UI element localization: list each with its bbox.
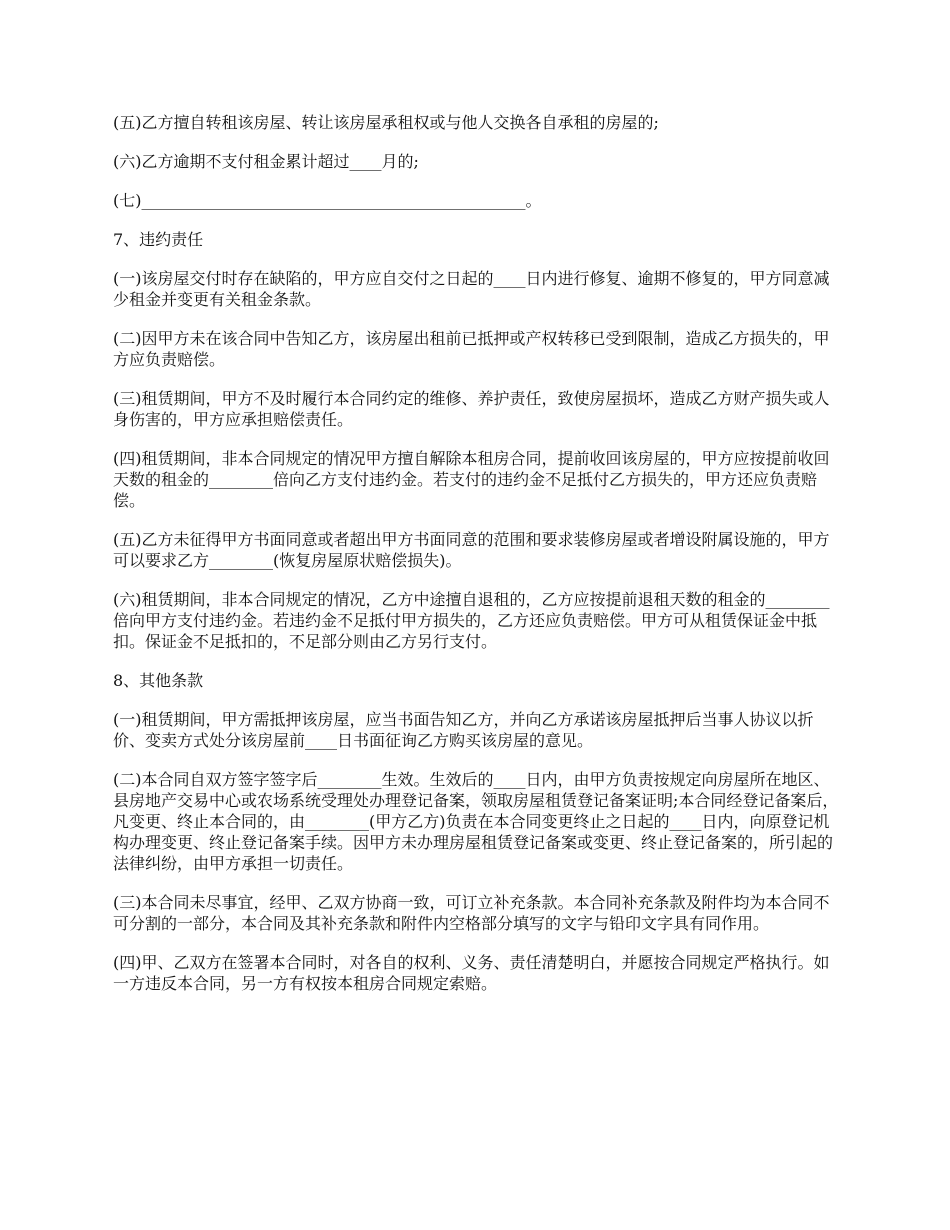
- breach-clause-6: (六)租赁期间，非本合同规定的情况，乙方中途擅自退租的，乙方应按提前退租天数的租金的________倍向甲方支付违约金。若违约金不足抵付甲方损失的，乙方还应负责赔偿。甲方可从租赁保证金中抵扣。保证金不足抵扣的，不足部分则由乙方另行支付。: [113, 590, 830, 651]
- section-heading-other-terms: 8、其他条款: [113, 671, 204, 690]
- other-clause-4: (四)甲、乙双方在签署本合同时，对各自的权利、义务、责任清楚明白，并愿按合同规定严格执行。如一方违反本合同，另一方有权按本租房合同规定索赔。: [113, 953, 830, 993]
- breach-clause-2: (二)因甲方未在该合同中告知乙方，该房屋出租前已抵押或产权转移已受到限制，造成乙方损失的，甲方应负责赔偿。: [113, 329, 830, 369]
- breach-clause-5: (五)乙方未征得甲方书面同意或者超出甲方书面同意的范围和要求装修房屋或者增设附属设施的，甲方可以要求乙方________(恢复房屋原状赔偿损失)。: [113, 530, 830, 570]
- clause-7-blank: (七)________________________________________________。: [113, 191, 542, 210]
- breach-clause-4: (四)租赁期间，非本合同规定的情况甲方擅自解除本租房合同，提前收回该房屋的，甲方应按提前收回天数的租金的________倍向乙方支付违约金。若支付的违约金不足抵付乙方损失的，甲方还应负责赔偿。: [113, 449, 830, 510]
- breach-clause-3: (三)租赁期间，甲方不及时履行本合同约定的维修、养护责任，致使房屋损坏，造成乙方财产损失或人身伤害的，甲方应承担赔偿责任。: [113, 389, 830, 429]
- clause-6-overdue-rent: (六)乙方逾期不支付租金累计超过____月的;: [113, 152, 419, 171]
- breach-clause-1: (一)该房屋交付时存在缺陷的，甲方应自交付之日起的____日内进行修复、逾期不修复的，甲方同意减少租金并变更有关租金条款。: [113, 269, 830, 309]
- other-clause-1: (一)租赁期间，甲方需抵押该房屋，应当书面告知乙方，并向乙方承诺该房屋抵押后当事人协议以折价、变卖方式处分该房屋前____日书面征询乙方购买该房屋的意见。: [113, 710, 814, 750]
- clause-5-sublet: (五)乙方擅自转租该房屋、转让该房屋承租权或与他人交换各自承租的房屋的;: [113, 113, 659, 132]
- section-heading-breach-liability: 7、违约责任: [113, 230, 204, 249]
- other-clause-3: (三)本合同未尽事宜，经甲、乙双方协商一致，可订立补充条款。本合同补充条款及附件均为本合同不可分割的一部分，本合同及其补充条款和附件内空格部分填写的文字与铅印文字具有同作用。: [113, 893, 830, 933]
- other-clause-2: (二)本合同自双方签字签字后________生效。生效后的____日内，由甲方负责按规定向房屋所在地区、县房地产交易中心或农场系统受理处办理登记备案，领取房屋租赁登记备案证明;本合同经登记备案后，凡变更、终止本合同的，由________(甲方乙方)负责在本合同变更终止之日起的____日内，向原登记机构办理变更、终止登记备案手续。因甲方未办理房屋租赁登记备案或变更、终止登记备案的，所引起的法律纠纷，由甲方承担一切责任。: [113, 770, 839, 873]
